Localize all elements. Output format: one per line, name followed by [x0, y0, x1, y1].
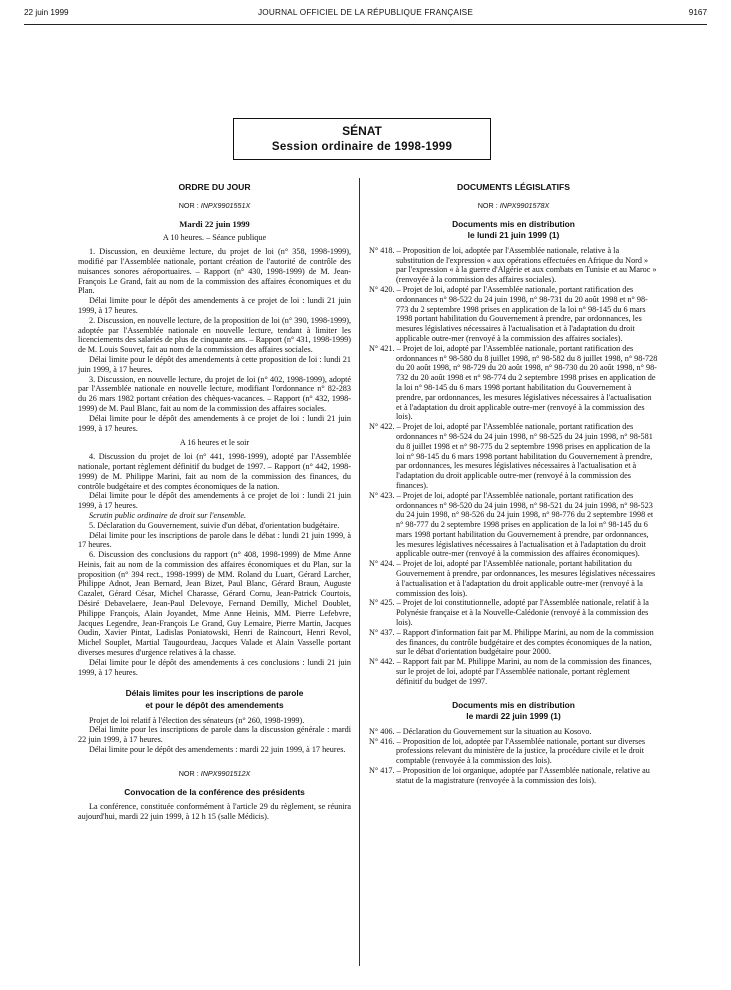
- agenda-paragraph: Délai limite pour le dépôt des amendements à ces conclusions : lundi 21 juin 1999, à 17 heures.: [78, 657, 351, 677]
- right-column: [369, 183, 658, 786]
- document-item: N° 442. – Rapport fait par M. Philippe Marini, au nom de la commission des finances, sur le projet de loi, adopté par l'Assemblée nationale, portant règlement définitif du budget de 1997.: [369, 657, 652, 686]
- distribution-heading-2a: Documents mis en distribution: [452, 699, 575, 710]
- session-date: Mardi 22 juin 1999: [179, 218, 250, 229]
- header-date: 22 juin 1999: [24, 8, 69, 17]
- header-page-number: 9167: [688, 8, 707, 17]
- agenda-paragraph: Délai limite pour les inscriptions de parole dans le débat : lundi 21 juin 1999, à 17 heures.: [78, 530, 351, 550]
- agenda-paragraph: 5. Déclaration du Gouvernement, suivie d'un débat, d'orientation budgétaire.: [89, 520, 340, 530]
- delais-paragraph: Projet de loi relatif à l'élection des sénateurs (n° 260, 1998-1999).: [89, 715, 305, 725]
- column-divider: [359, 178, 360, 966]
- agenda-paragraph: Délai limite pour le dépôt des amendements à ce projet de loi : lundi 21 juin 1999, à 17 heures.: [78, 413, 351, 433]
- senat-title: SÉNAT: [342, 124, 382, 138]
- header-journal-title: JOURNAL OFFICIEL DE LA RÉPUBLIQUE FRANÇAISE: [257, 8, 473, 17]
- agenda-paragraph: 3. Discussion, en nouvelle lecture, du projet de loi (n° 402, 1998-1999), adopté par l'Assemblée nationale en nouvelle lecture, modifiant l'ordonnance n° 82-283 du 26 mars 1982 portant création des chèques-vacances. – Rapport (n° 432, 1998-1999) de M. Paul Blanc, fait au nom de la commission des affaires sociales.: [78, 374, 351, 413]
- documents-legislatifs-heading: DOCUMENTS LÉGISLATIFS: [457, 182, 570, 192]
- agenda-block-2: [78, 452, 351, 677]
- agenda-paragraph: Délai limite pour le dépôt des amendements à cette proposition de loi : lundi 21 juin 1999, à 17 heures.: [78, 354, 351, 374]
- agenda-paragraph: Délai limite pour le dépôt des amendements à ce projet de loi : lundi 21 juin 1999, à 17 heures.: [78, 296, 351, 315]
- document-item: N° 417. – Proposition de loi organique, adoptée par l'Assemblée nationale, relative au statut de la magistrature (renvoyée à la commission des lois).: [369, 766, 650, 785]
- document-item: N° 424. – Projet de loi, adopté par l'Assemblée nationale, portant habilitation du Gouvernement à prendre, par ordonnances, les mesures législatives nécessaires à l'actualisation et à l'adaptation du droit applicable outre-mer (renvoyé à la commission des lois).: [369, 559, 656, 598]
- document-list-2: [369, 727, 658, 786]
- document-item: N° 418. – Proposition de loi, adoptée par l'Assemblée nationale, relative à la substitution de l'expression « aux opérations effectuées en Afrique du Nord » par l'expression « à la guerre d'Algérie et aux combats en Tunisie et au Maroc » (renvoyée à la commission des affaires sociales).: [369, 245, 657, 285]
- delais-heading-line-2: et pour le dépôt des amendements: [145, 700, 284, 711]
- document-item: N° 421. – Projet de loi, adopté par l'Assemblée nationale, portant ratification des ordonnances n° 98-580 du 8 juillet 1998, n° 98-582 du 8 juillet 1998, n° 98-728 du 20 août 1998, n° 98-729 du 20 août 1998, n° 98-730 du 20 août 1998, n° 98-732 du 20 août 1998 et n° 98-774 du 2 septembre 1998 prises en application de la loi n° 98-145 du 6 mars 1998 portant habilitation du Gouvernement à prendre, par ordonnances, les mesures législatives nécessaires à l'actualisation et à l'adaptation du droit applicable outre-mer (renvoyé à la commission des lois).: [369, 343, 658, 422]
- delais-heading-line-1: Délais limites pour les inscriptions de parole: [125, 688, 304, 699]
- header-rule: [24, 24, 707, 25]
- running-header: [24, 8, 707, 22]
- ordre-du-jour-heading: ORDRE DU JOUR: [178, 182, 251, 192]
- delais-paragraph: Délai limite pour le dépôt des amendements : mardi 22 juin 1999, à 17 heures.: [89, 745, 346, 755]
- agenda-paragraph: 1. Discussion, en deuxième lecture, du projet de loi (n° 358, 1998-1999), modifié par l'Assemblée nationale, portant création de l'autorité de contrôle des nuisances sonores aéroportuaires. – Rapport (n° 430, 1998-1999) de M. Jean-François Le Grand, fait au nom de la commission des affaires économiques et du Plan.: [78, 247, 351, 296]
- agenda-paragraph: 6. Discussion des conclusions du rapport (n° 408, 1998-1999) de Mme Anne Heinis, fait au nom de la commission des affaires économiques et du Plan, sur la proposition (n° 394 rect., 1998-1999) de MM. Roland du Luart, Gérard Larcher, Philippe Adnot, Jean Bernard, Jean Bizet, Paul Blanc, Gérard Braun, Auguste Cazalet, Gérard César, Michel Charasse, Gérard Cornu, Jean-Patrick Courtois, Désiré Debavelaere, Jean-Paul Delevoye, Fernand Demilly, Michel Doublet, Philippe François, Alain Joyandet, Mme Anne Heinis, MM. Pierre Lefebvre, Jacques Legendre, Jean-François Le Grand, Guy Lemaire, Pierre Martin, Jacques Oudin, Xavier Pintat, Ladislas Poniatowski, Henri de Raincourt, Henri Revol, Michel Souplet, Martial Taugourdeau, Jacques Valade et Alain Vasselle portant diverses mesures d'urgence relatives à la chasse.: [78, 550, 351, 658]
- agenda-block-1: [78, 247, 351, 433]
- senat-title-box: [233, 118, 491, 160]
- document-item: N° 416. – Proposition de loi, adoptée par l'Assemblée nationale, portant sur diverses professions relevant du ministère de la justice, la procédure civile et le droit comptable (renvoyée à la commission des lois).: [369, 736, 646, 766]
- distribution-heading-1a: Documents mis en distribution: [452, 218, 575, 229]
- agenda-paragraph: Délai limite pour le dépôt des amendements à ce projet de loi : lundi 21 juin 1999, à 17 heures.: [78, 491, 351, 511]
- distribution-heading-1b: le lundi 21 juin 1999 (1): [467, 230, 560, 241]
- document-item: N° 437. – Rapport d'information fait par M. Philippe Marini, au nom de la commission des finances, du contrôle budgétaire et des comptes économiques de la nation, sur le débat d'orientation budgétaire pour 2000.: [369, 627, 654, 657]
- distribution-heading-2b: le mardi 22 juin 1999 (1): [466, 711, 561, 722]
- nor-reference: NOR : INPX9901551X: [178, 200, 251, 210]
- document-item: N° 425. – Projet de loi constitutionnelle, adopté par l'Assemblée nationale, relatif à la Polynésie française et à la Nouvelle-Calédonie (renvoyé à la commission des lois).: [369, 598, 649, 628]
- agenda-paragraph: 4. Discussion du projet de loi (n° 441, 1998-1999), adopté par l'Assemblée nationale, portant règlement définitif du budget de 1997. – Rapport (n° 442, 1998-1999) de M. Philippe Marini, fait au nom de la commission des finances, du contrôle budgétaire et des comptes économiques de la nation.: [78, 452, 351, 491]
- left-column: [78, 183, 351, 822]
- document-item: N° 423. – Projet de loi, adopté par l'Assemblée nationale, portant ratification des ordonnances n° 98-520 du 24 juin 1998, n° 98-521 du 24 juin 1998, n° 98-523 du 24 juin 1998, n° 98-526 du 24 juin 1998, n° 98-776 du 2 septembre 1998 et n° 98-777 du 2 septembre 1998 prises en application de la loi n° 98-145 du 6 mars 1998 portant habilitation du Gouvernement à prendre, par ordonnances, les mesures législatives nécessaires à l'actualisation et à l'adaptation du droit applicable outre-mer (renvoyé à la commission des affaires économiques).: [369, 490, 654, 559]
- agenda-paragraph: Scrutin public ordinaire de droit sur l'ensemble.: [89, 510, 247, 520]
- delais-paragraph: Délai limite pour les inscriptions de parole dans la discussion générale : mardi 22 juin 1999, à 17 heures.: [78, 725, 351, 745]
- conference-heading: Convocation de la conférence des présidents: [124, 786, 305, 797]
- nor-reference-3: NOR : INPX9901578X: [477, 200, 550, 210]
- session-title: Session ordinaire de 1998-1999: [271, 141, 453, 153]
- morning-session-label: A 10 heures. – Séance publique: [162, 233, 267, 243]
- document-item: N° 422. – Projet de loi, adopté par l'Assemblée nationale, portant ratification des ordonnances n° 98-524 du 24 juin 1998, n° 98-525 du 24 juin 1998, n° 98-581 du 8 juillet 1998 et n° 98-775 du 2 septembre 1998 prises en application de la loi n° 98-145 du 6 mars 1998 portant habilitation du Gouvernement à prendre, par ordonnances, les mesures législatives nécessaires à l'actualisation et à l'adaptation du droit applicable outre-mer (renvoyé à la commission des finances).: [369, 422, 653, 490]
- agenda-paragraph: 2. Discussion, en nouvelle lecture, de la proposition de loi (n° 390, 1998-1999), adoptée par l'Assemblée nationale en nouvelle lecture, tendant à limiter les licenciements des salariés de plus de cinquante ans. – Rapport (n° 431, 1998-1999) de M. Louis Souvet, fait au nom de la commission des affaires sociales.: [78, 315, 351, 355]
- document-item: N° 420. – Projet de loi, adopté par l'Assemblée nationale, portant ratification des ordonnances n° 98-522 du 24 juin 1998, n° 98-731 du 20 août 1998 et n° 98-773 du 2 septembre 1998 prises en application de la loi n° 98-145 du 6 mars 1998 portant habilitation du Gouvernement à prendre, par ordonnances, les mesures législatives nécessaires à l'actualisation et à l'adaptation du droit applicable outre-mer (renvoyé à la commission des affaires sociales).: [369, 284, 648, 343]
- conference-paragraph: La conférence, constituée conformément à l'article 29 du règlement, se réunira aujourd'hui, mardi 22 juin 1999, à 12 h 15 (salle Médicis).: [78, 802, 351, 822]
- document-item: N° 406. – Déclaration du Gouvernement sur la situation au Kosovo.: [369, 726, 592, 736]
- document-list-1: [369, 246, 658, 687]
- afternoon-session-label: A 16 heures et le soir: [179, 438, 250, 448]
- nor-reference-2: NOR : INPX9901512X: [178, 768, 251, 778]
